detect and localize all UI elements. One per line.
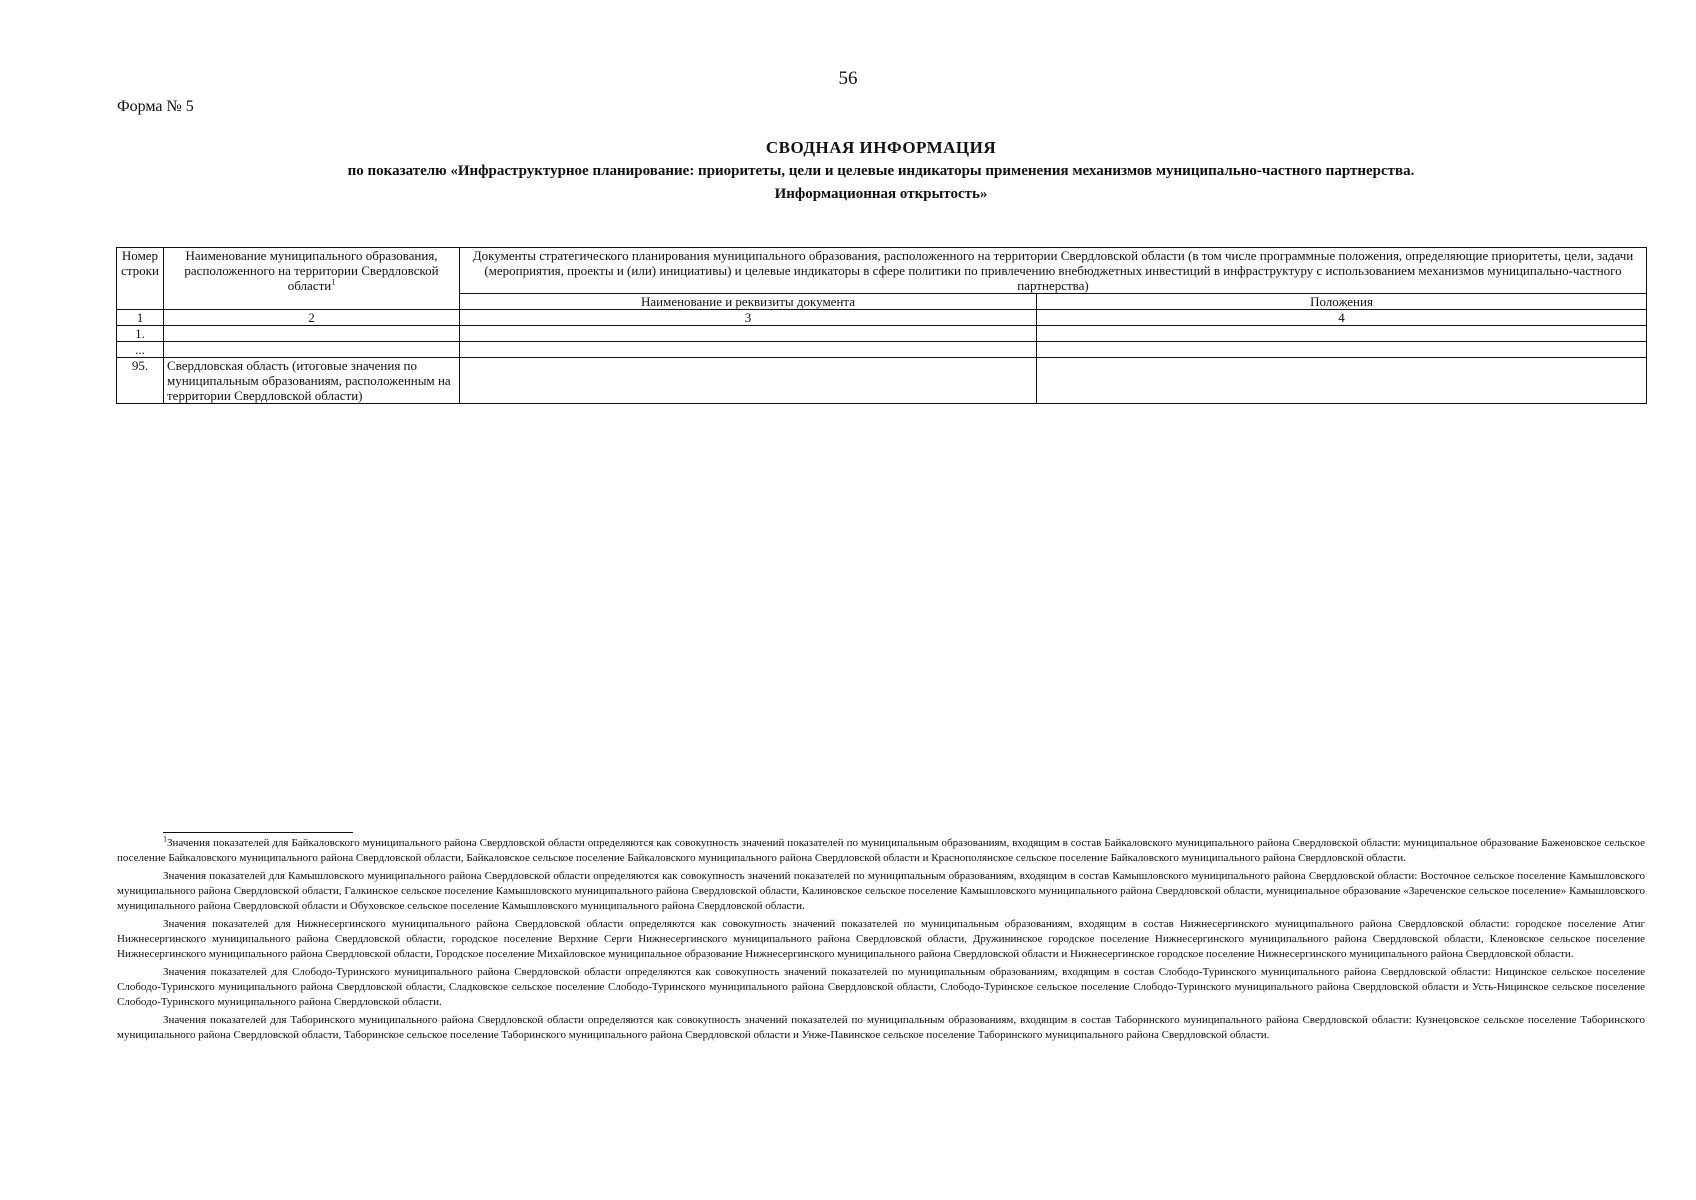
row-number: ... <box>117 342 164 358</box>
row-provisions <box>1037 326 1647 342</box>
row-document <box>460 326 1037 342</box>
footnote-paragraph: Значения показателей для Слободо-Туринского муниципального района Свердловской области определяются как совокупность значений показателей по муниципальным образованиям, входящим в состав Слободо-Туринского муниципального района Свердловской области: Ницинское сельское поселение Слободо-Туринского муниципального района Свердловской области, Сладковское сельское поселение Слободо-Туринского муниципального района Свердловской области, Слободо-Туринское сельское поселение Слободо-Туринского муниципального района Свердловской области и Усть-Ницинское сельское поселение Слободо-Туринского муниципального района Свердловской области. <box>117 966 1645 1008</box>
footnote-text: Значения показателей для Байкаловского муниципального района Свердловской области определяются как совокупность значений показателей по муниципальным образованиям, входящим в состав Байкаловского муниципального района Свердловской области: муниципальное образование Баженовское сельское поселение Байкаловского муниципального района Свердловской области, Байкаловское сельское поселение Байкаловского муниципального района Свердловской области и Краснополянское сельское поселение Байкаловского муниципального района Свердловской области. <box>117 837 1645 864</box>
row-provisions <box>1037 342 1647 358</box>
column-number: 4 <box>1037 310 1647 326</box>
table-row <box>117 326 1647 342</box>
table-column-numbers-row <box>117 310 1647 326</box>
footnote-separator <box>163 832 353 833</box>
document-title <box>117 138 1645 204</box>
row-document <box>460 358 1037 404</box>
header-strategic-documents: Документы стратегического планирования муниципального образования, расположенного на территории Свердловской области (в том числе программные положения, определяющие приоритеты, цели, задачи (мероприятия, проекты и (или) инициативы) и целевые индикаторы в сфере политики по привлечению внебюджетных инвестиций в инфраструктуру с использованием механизмов муниципально-частного партнерства) <box>460 248 1647 294</box>
summary-table <box>116 247 1647 404</box>
title-main: СВОДНАЯ ИНФОРМАЦИЯ <box>765 138 997 157</box>
form-label: Форма № 5 <box>117 98 194 115</box>
table-row <box>117 342 1647 358</box>
header-municipality-name <box>164 248 460 310</box>
column-number: 2 <box>164 310 460 326</box>
row-number: 95. <box>117 358 164 404</box>
row-municipality: Свердловская область (итоговые значения по муниципальным образованиям, расположенным на территории Свердловской области) <box>164 358 460 404</box>
row-provisions <box>1037 358 1647 404</box>
footnote-paragraph: Значения показателей для Камышловского муниципального района Свердловской области определяются как совокупность значений показателей по муниципальным образованиям, входящим в состав Камышловского муниципального района Свердловской области: Восточное сельское поселение Камышловского муниципального района Свердловской области, Галкинское сельское поселение Камышловского муниципального района Свердловской области, Калиновское сельское поселение Камышловского муниципального района Свердловской области, муниципальное образование «Зареченское сельское поселение» Камышловского муниципального района Свердловской области и Обуховское сельское поселение Камышловского муниципального района Свердловской области. <box>117 870 1645 912</box>
header-document-name: Наименование и реквизиты документа <box>460 294 1037 310</box>
column-number: 1 <box>117 310 164 326</box>
header-municipality-name-text: Наименование муниципального образования, расположенного на территории Свердловской области <box>184 248 439 293</box>
footnote-paragraph: Значения показателей для Нижнесергинского муниципального района Свердловской области определяются как совокупность значений показателей по муниципальным образованиям, входящим в состав Нижнесергинского муниципального района Свердловской области: городское поселение Атиг Нижнесергинского муниципального района Свердловской области, городское поселение Верхние Серги Нижнесергинского муниципального района Свердловской области, Дружининское городское поселение Нижнесергинского муниципального района Свердловской области, Кленовское сельское поселение Нижнесергинского муниципального района Свердловской области, Городское поселение Михайловское муниципальное образование Нижнесергинского муниципального района Свердловской области и Нижнесергинское городское поселение Нижнесергинского муниципального района Свердловской области. <box>117 918 1645 960</box>
row-municipality <box>164 326 460 342</box>
table-header-row <box>117 248 1647 294</box>
row-municipality <box>164 342 460 358</box>
header-row-number: Номер строки <box>117 248 164 310</box>
title-line-1: по показателю «Инфраструктурное планирование: приоритеты, цели и целевые индикаторы применения механизмов муниципально-частного партнерства. <box>347 163 1415 179</box>
title-line-2: Информационная открытость» <box>774 186 988 202</box>
column-number: 3 <box>460 310 1037 326</box>
footnote-reference-mark: 1 <box>331 277 336 287</box>
row-document <box>460 342 1037 358</box>
footnotes <box>117 836 1645 1046</box>
page-number: 56 <box>838 68 858 89</box>
header-provisions: Положения <box>1037 294 1647 310</box>
row-number: 1. <box>117 326 164 342</box>
table-row <box>117 358 1647 404</box>
footnote-paragraph: Значения показателей для Таборинского муниципального района Свердловской области определяются как совокупность значений показателей по муниципальным образованиям, входящим в состав Таборинского муниципального района Свердловской области: Кузнецовское сельское поселение Таборинского муниципального района Свердловской области, Таборинское сельское поселение Таборинского муниципального района Свердловской области и Унже-Павинское сельское поселение Таборинского муниципального района Свердловской области. <box>117 1014 1645 1041</box>
footnote-mark: 1 <box>163 834 167 844</box>
footnote-paragraph <box>117 836 1645 866</box>
